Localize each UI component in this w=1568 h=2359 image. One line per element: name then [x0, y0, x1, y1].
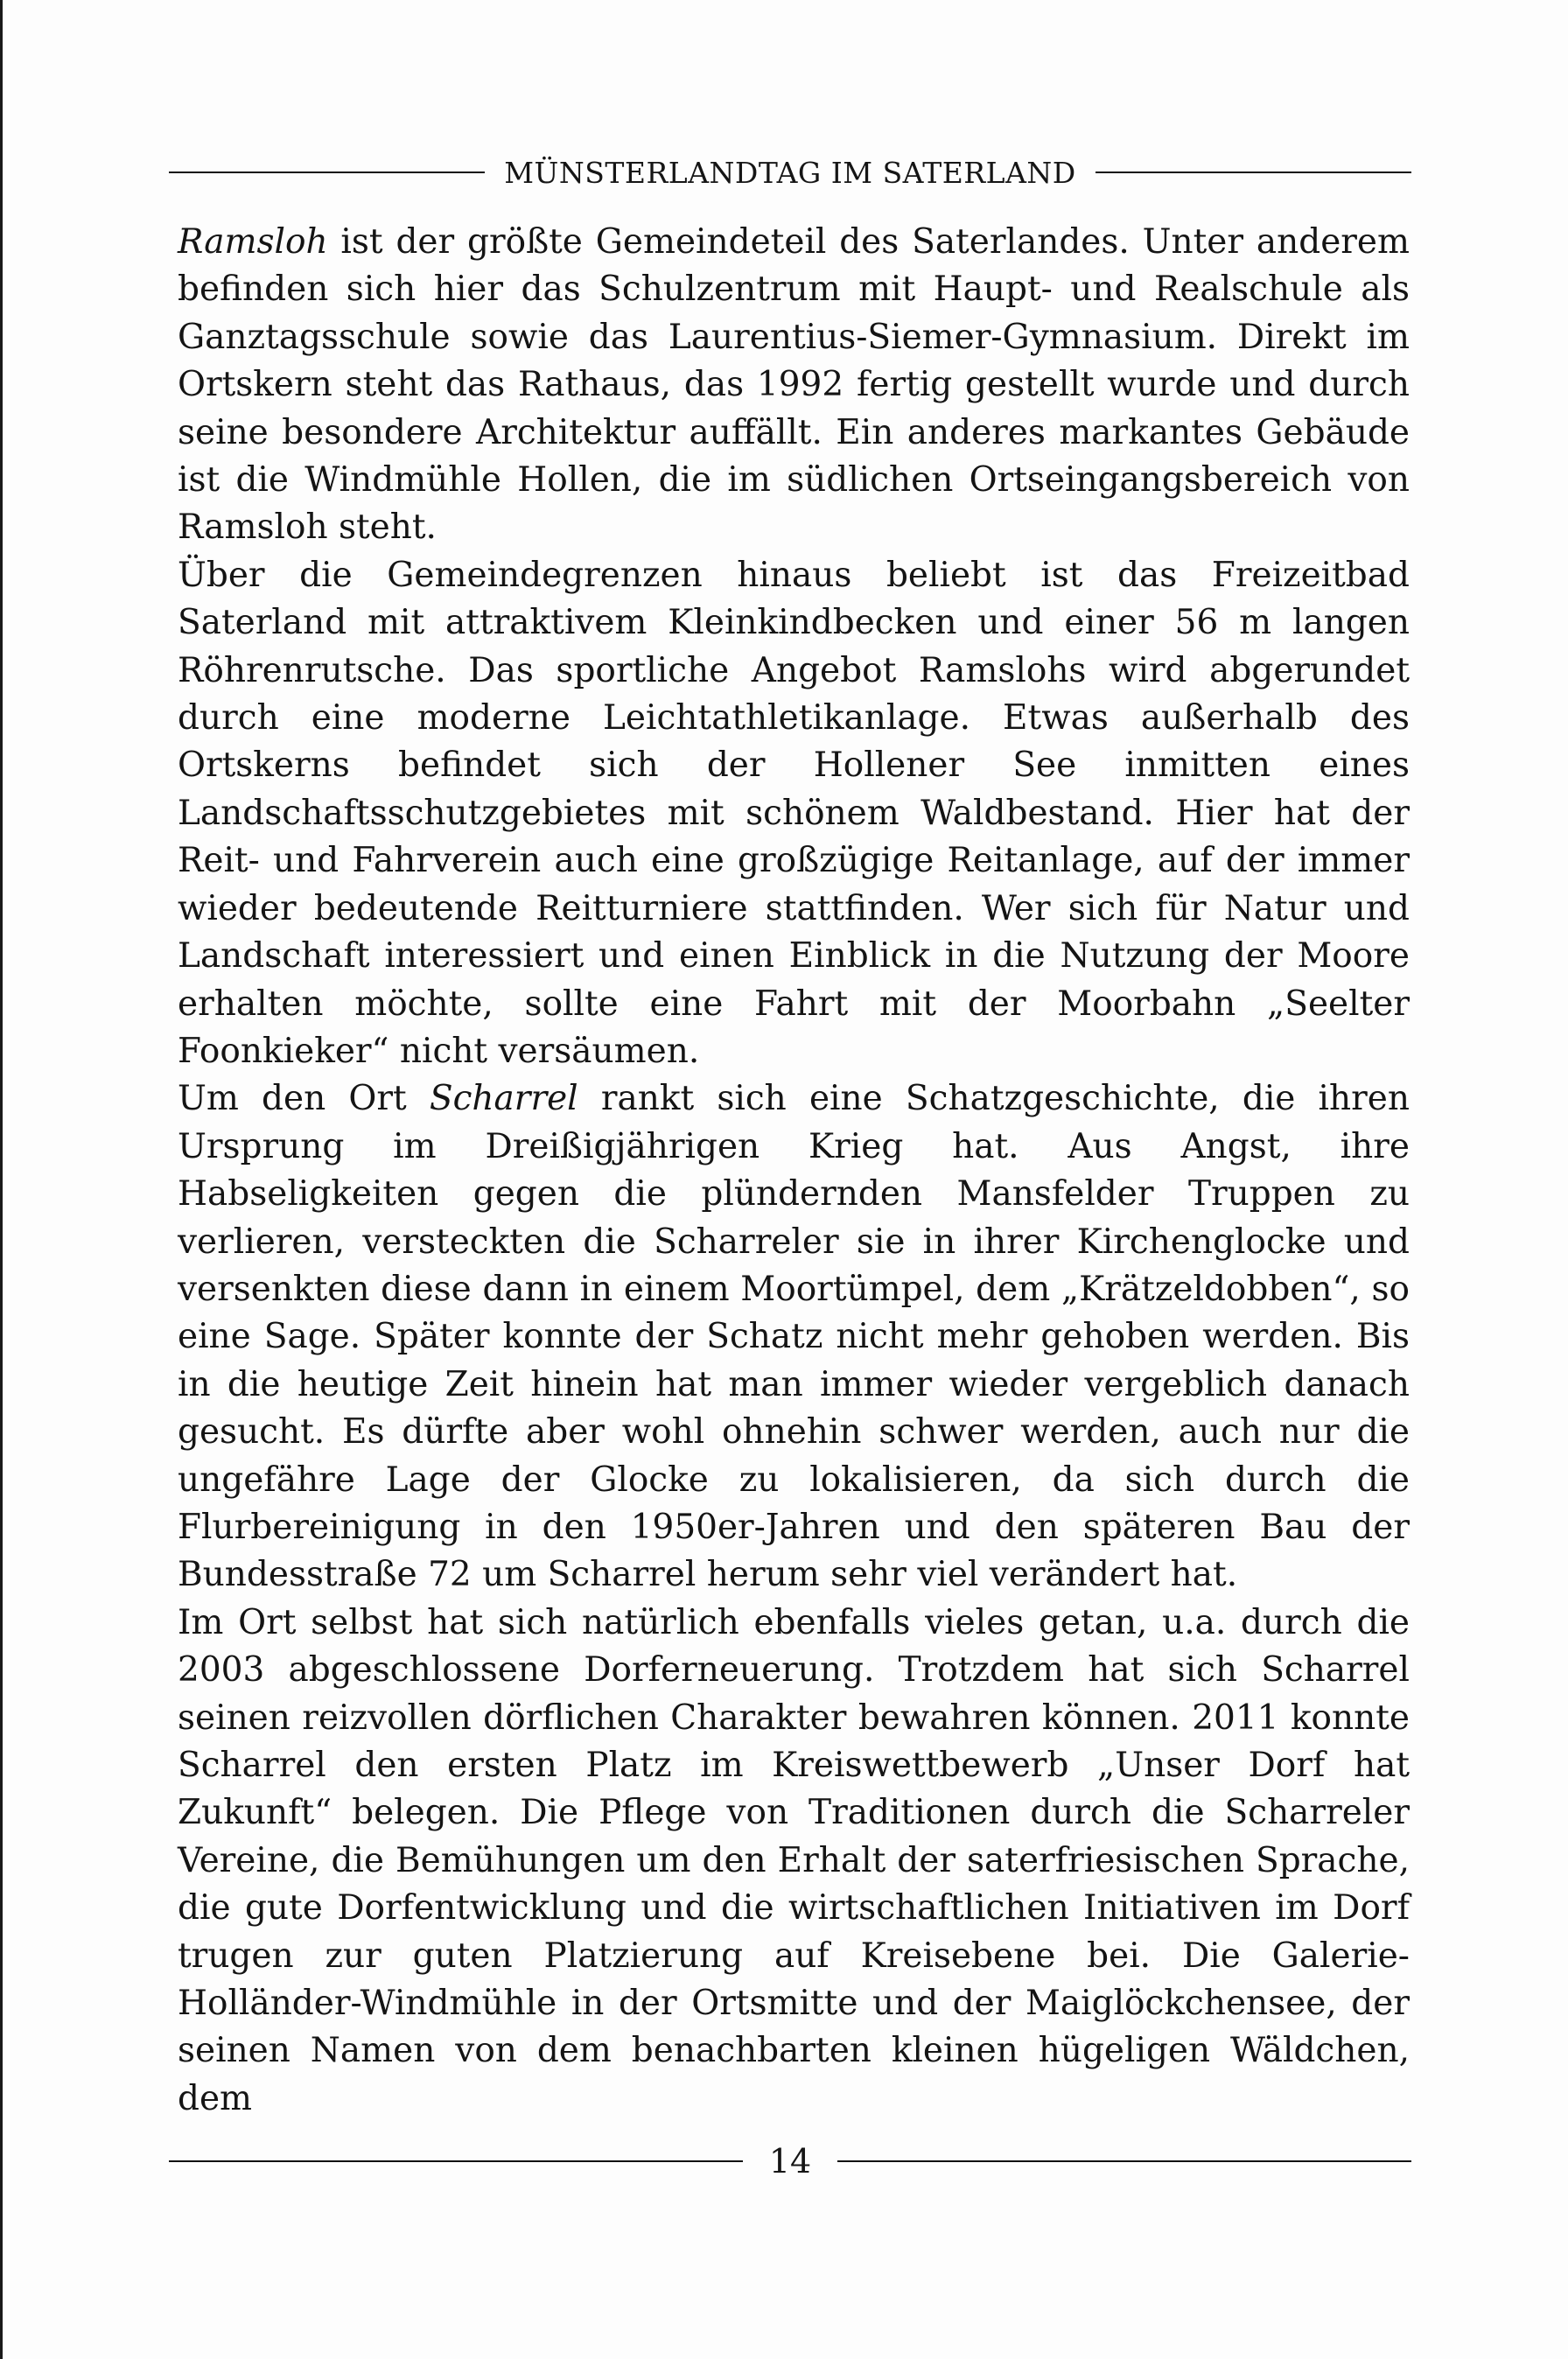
running-head-title: MÜNSTERLANDTAG IM SATERLAND [504, 155, 1076, 190]
body-text [178, 219, 1410, 2123]
paragraph-text: Über die Gemeindegrenzen hinaus beliebt ist das Freizeitbad Saterland mit attraktivem Kleinkindbecken und einer 56 m langen Röhrenrutsche. Das sportliche Angebot Ramslohs wird abgerundet durch eine moderne Leichtathletikanlage. Etwas außerhalb des Ortskerns befindet sich der Hollener See inmitten eines Landschaftsschutzgebietes mit schönem Waldbestand. Hier hat der Reit- und Fahrverein auch eine großzügige Reitanlage, auf der immer wieder bedeutende Reitturniere stattfinden. Wer sich für Natur und Landschaft interessiert und einen Einblick in die Nutzung der Moore erhalten möchte, sollte eine Fahrt mit der Moorbahn „Seelter Foonkieker“ nicht versäumen. [178, 555, 1410, 1071]
paragraph-text: rankt sich eine Schatzgeschichte, die ihren Ursprung im Dreißigjährigen Krieg hat. Aus Angst, ihre Habseligkeiten gegen die plündernden Mansfelder Truppen zu verlieren, versteckten die Scharreler sie in ihrer Kirchenglocke und versenkten diese dann in einem Moortümpel, dem „Krätzeldobben“, so eine Sage. Später konnte der Schatz nicht mehr gehoben werden. Bis in die heutige Zeit hinein hat man immer wieder vergeblich danach gesucht. Es dürfte aber wohl ohnehin schwer werden, auch nur die ungefähre Lage der Glocke zu lokalisieren, da sich durch die Flurbereinigung in den 1950er-Jahren und den späteren Bau der Bundesstraße 72 um Scharrel herum sehr viel verändert hat. [178, 1079, 1410, 1595]
paragraph-ramsloh [178, 219, 1410, 552]
page-number: 14 [768, 2142, 812, 2180]
page-footer [169, 2135, 1411, 2188]
paragraph-dorferneuerung [178, 1600, 1410, 2123]
paragraph-text: Im Ort selbst hat sich natürlich ebenfalls vieles getan, u.a. durch die 2003 abgeschlossene Dorferneuerung. Trotzdem hat sich Scharrel seinen reizvollen dörflichen Charakter bewahren können. 2011 konnte Scharrel den ersten Platz im Kreiswettbewerb „Unser Dorf hat Zukunft“ belegen. Die Pflege von Traditionen durch die Scharreler Vereine, die Bemühungen um den Erhalt der saterfriesischen Sprache, die gute Dorfentwicklung und die wirtschaftlichen Initiativen im Dorf trugen zur guten Platzierung auf Kreisebene bei. Die Galerie-Holländer-Windmühle in der Ortsmitte und der Maiglöckchensee, der seinen Namen von dem benachbarten kleinen hügeligen Wäldchen, dem [178, 1602, 1410, 2118]
place-name-scharrel: Scharrel [429, 1079, 578, 1119]
paragraph-freizeit [178, 552, 1410, 1075]
paragraph-text: ist der größte Gemeindeteil des Saterlandes. Unter anderem befinden sich hier das Schulzentrum mit Haupt- und Realschule als Ganztagsschule sowie das Laurentius-Siemer-Gymnasium. Direkt im Ortskern steht das Rathaus, das 1992 fertig gestellt wurde und durch seine besondere Architektur auffällt. Ein anderes markantes Gebäude ist die Windmühle Hollen, die im südlichen Ortseingangsbereich von Ramsloh steht. [178, 222, 1410, 548]
paragraph-scharrel [178, 1075, 1410, 1599]
footer-rule-right [837, 2160, 1411, 2162]
paragraph-prefix: Um den Ort [178, 1079, 430, 1119]
header-rule-right [1096, 172, 1411, 173]
header-rule-left [169, 172, 485, 173]
place-name-ramsloh: Ramsloh [178, 222, 328, 262]
footer-rule-left [169, 2160, 743, 2162]
running-head [169, 150, 1411, 194]
